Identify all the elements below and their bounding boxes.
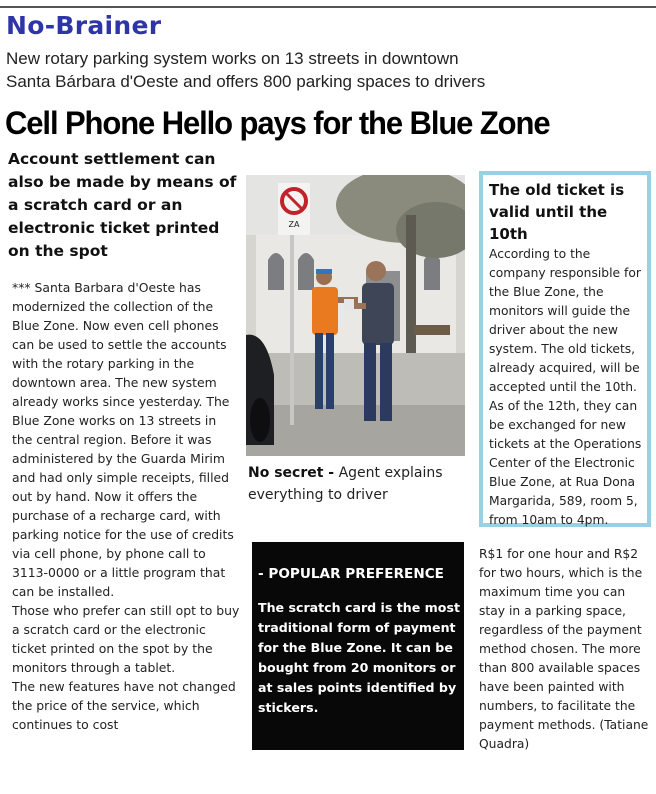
sidebar-box [479, 171, 651, 527]
article-body-continued: R$1 for one hour and R$2 for two hours, which is the maximum time you can stay in a parking space, regardless of the payment method chosen. The more than 800 available spaces have been painted with numbers, to facilitate the payment methods. (Tatiane Quadra) [479, 547, 649, 751]
callout-box [252, 542, 464, 750]
callout-text: The scratch card is the most traditional form of payment for the Blue Zone. It can be bought from 20 monitors or at sales points identified by stickers. [258, 600, 460, 715]
news-photo [246, 175, 465, 456]
news-photo-illustration [246, 175, 465, 456]
photo-caption [248, 462, 470, 506]
section-kicker: No-Brainer [6, 11, 162, 40]
deck-summary: Account settlement can also be made by means of a scratch card or an electronic ticket printed on the spot [8, 150, 237, 260]
article-body [12, 278, 240, 734]
subheadline-line-1: New rotary parking system works on 13 streets in downtown [6, 49, 459, 68]
sidebar-text: According to the company responsible for the Blue Zone, the monitors will guide the driver about the new system. The old tickets, already acquired, will be accepted until the 10th. As of the 12th, they can be exchanged for new tickets at the Operations Center of the Electronic Blue Zone, at Rua Dona Margarida, 589, room 5, from 10am to 4pm. [489, 247, 642, 527]
callout-title: - POPULAR PREFERENCE [258, 566, 444, 582]
body-paragraph-1: *** Santa Barbara d'Oeste has modernized the collection of the Blue Zone. Now even cell phones can be used to settle the accounts with the rotary parking in the downtown area. The new system already works since yesterday. The Blue Zone works on 13 streets in the central region. Before it was administered by the Guarda Mirim and had only simple receipts, filled out by hand. Now it offers the purchase of a recharge card, with parking notice for the use of credits via cell phone, by phone call to 3113-0000 or a little program that can be installed. [12, 280, 234, 599]
headline: Cell Phone Hello pays for the Blue Zone [5, 104, 550, 142]
sidebar-title: The old ticket is valid until the 10th [489, 181, 625, 243]
subheadline [6, 47, 646, 93]
caption-text: Agent explains everything to driver [248, 465, 443, 503]
body-paragraph-2: Those who prefer can still opt to buy a scratch card or the electronic ticket printed on the spot by the monitors through a tablet. [12, 603, 240, 675]
top-rule [0, 6, 656, 8]
subheadline-line-2: Santa Bárbara d'Oeste and offers 800 parking spaces to drivers [6, 72, 486, 91]
body-paragraph-3: The new features have not changed the price of the service, which continues to cost [12, 679, 236, 732]
caption-label: No secret - [248, 465, 335, 481]
svg-text:ZA: ZA [288, 220, 300, 229]
